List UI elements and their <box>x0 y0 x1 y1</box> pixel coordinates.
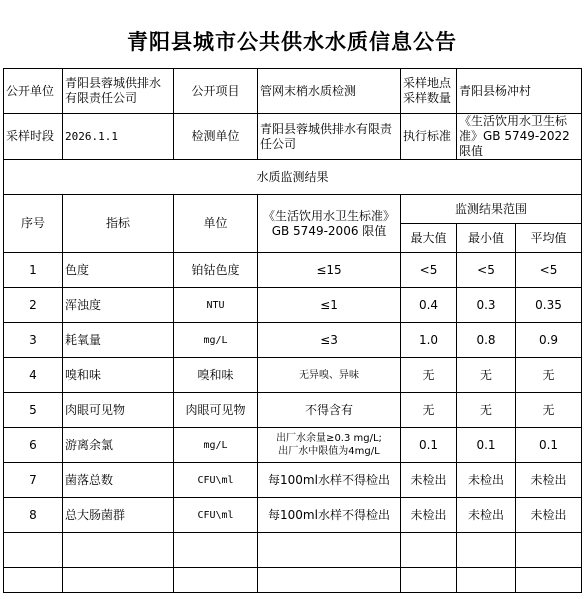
row-avg: <5 <box>516 253 582 288</box>
row-min: 未检出 <box>457 498 516 533</box>
row-limit: 不得含有 <box>258 393 401 428</box>
empty-row <box>4 568 582 593</box>
info-row-1 <box>4 69 582 114</box>
row-limit: ≤3 <box>258 323 401 358</box>
row-max: 0.1 <box>401 428 457 463</box>
header-indicator: 指标 <box>63 195 174 253</box>
row-indicator: 色度 <box>63 253 174 288</box>
table-row <box>4 463 582 498</box>
test-unit-label: 检测单位 <box>174 114 258 160</box>
row-unit: 嗅和味 <box>174 358 258 393</box>
sample-time-label: 采样时段 <box>4 114 63 160</box>
row-no: 6 <box>4 428 63 463</box>
standard-value: 《生活饮用水卫生标准》GB 5749-2022 限值 <box>457 114 582 160</box>
project-label: 公开项目 <box>174 69 258 114</box>
row-limit-line2: 出厂水中限值为4mg/L <box>278 446 380 457</box>
row-no: 8 <box>4 498 63 533</box>
row-unit: 铂钴色度 <box>174 253 258 288</box>
row-no: 4 <box>4 358 63 393</box>
row-no: 1 <box>4 253 63 288</box>
row-unit: NTU <box>174 288 258 323</box>
row-max: <5 <box>401 253 457 288</box>
row-unit: 肉眼可见物 <box>174 393 258 428</box>
row-avg: 无 <box>516 393 582 428</box>
row-indicator: 嗅和味 <box>63 358 174 393</box>
notice-title: 青阳县城市公共供水水质信息公告 <box>127 30 457 54</box>
row-min: 无 <box>457 393 516 428</box>
row-max: 未检出 <box>401 498 457 533</box>
row-max: 1.0 <box>401 323 457 358</box>
header-min: 最小值 <box>457 224 516 253</box>
header-no: 序号 <box>4 195 63 253</box>
row-min: 未检出 <box>457 463 516 498</box>
sample-place-label: 采样地点采样数量 <box>401 69 457 114</box>
row-no: 2 <box>4 288 63 323</box>
row-max: 未检出 <box>401 463 457 498</box>
row-avg: 0.1 <box>516 428 582 463</box>
row-indicator: 游离余氯 <box>63 428 174 463</box>
test-unit-value: 青阳县蓉城供排水有限责任公司 <box>258 114 401 160</box>
row-avg: 0.9 <box>516 323 582 358</box>
row-max: 0.4 <box>401 288 457 323</box>
table-row <box>4 393 582 428</box>
row-unit: mg/L <box>174 428 258 463</box>
header-row-1 <box>4 195 582 224</box>
sample-time-value: 2026.1.1 <box>63 114 174 160</box>
header-unit: 单位 <box>174 195 258 253</box>
row-min: <5 <box>457 253 516 288</box>
info-row-2 <box>4 114 582 160</box>
standard-label: 执行标准 <box>401 114 457 160</box>
sample-place-value: 青阳县杨冲村 <box>457 69 582 114</box>
row-limit: ≤1 <box>258 288 401 323</box>
row-indicator: 耗氧量 <box>63 323 174 358</box>
row-min: 0.1 <box>457 428 516 463</box>
table-row <box>4 428 582 463</box>
row-limit: ≤15 <box>258 253 401 288</box>
row-no: 3 <box>4 323 63 358</box>
header-range: 监测结果范围 <box>401 195 582 224</box>
water-quality-table <box>3 68 582 593</box>
table-row <box>4 253 582 288</box>
header-limit: 《生活饮用水卫生标准》GB 5749-2006 限值 <box>258 195 401 253</box>
row-indicator: 总大肠菌群 <box>63 498 174 533</box>
row-avg: 未检出 <box>516 463 582 498</box>
row-indicator: 浑浊度 <box>63 288 174 323</box>
table-row <box>4 498 582 533</box>
row-limit: 每100ml水样不得检出 <box>258 498 401 533</box>
table-row <box>4 358 582 393</box>
row-unit: CFU\ml <box>174 498 258 533</box>
row-indicator: 菌落总数 <box>63 463 174 498</box>
row-limit: 每100ml水样不得检出 <box>258 463 401 498</box>
row-max: 无 <box>401 358 457 393</box>
table-row <box>4 288 582 323</box>
section-title: 水质监测结果 <box>4 160 582 195</box>
row-no: 7 <box>4 463 63 498</box>
header-avg: 平均值 <box>516 224 582 253</box>
section-title-row <box>4 160 582 195</box>
row-avg: 未检出 <box>516 498 582 533</box>
publisher-value: 青阳县蓉城供排水有限责任公司 <box>63 69 174 114</box>
row-unit: CFU\ml <box>174 463 258 498</box>
row-no: 5 <box>4 393 63 428</box>
table-row <box>4 323 582 358</box>
row-max: 无 <box>401 393 457 428</box>
row-indicator: 肉眼可见物 <box>63 393 174 428</box>
row-unit: mg/L <box>174 323 258 358</box>
row-min: 无 <box>457 358 516 393</box>
row-min: 0.8 <box>457 323 516 358</box>
row-avg: 0.35 <box>516 288 582 323</box>
empty-row <box>4 533 582 568</box>
row-limit-line1: 出厂水余量≥0.3 mg/L; <box>276 433 382 444</box>
row-min: 0.3 <box>457 288 516 323</box>
row-limit: 无异嗅、异味 <box>258 358 401 393</box>
header-max: 最大值 <box>401 224 457 253</box>
project-value: 管网末梢水质检测 <box>258 69 401 114</box>
row-avg: 无 <box>516 358 582 393</box>
row-limit <box>258 428 401 463</box>
publisher-label: 公开单位 <box>4 69 63 114</box>
